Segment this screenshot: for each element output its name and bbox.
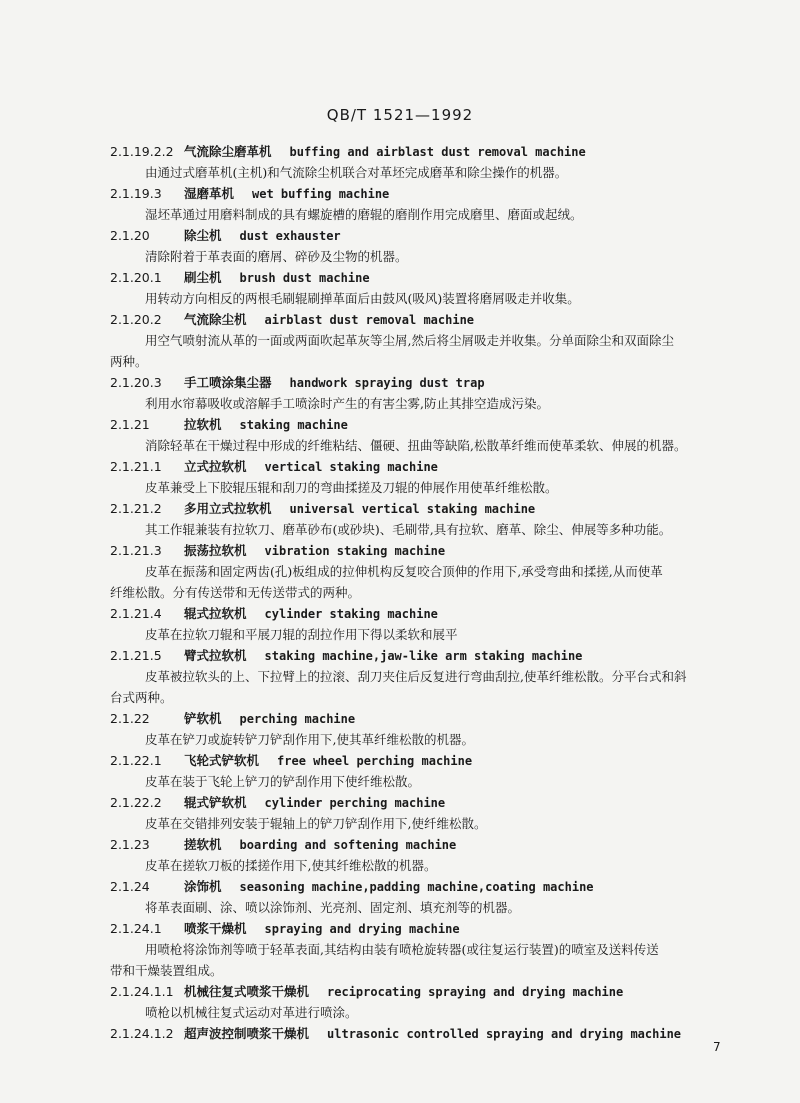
description-line: 清除附着于革表面的磨屑、碎砂及尘物的机器。 <box>145 249 408 264</box>
page-header: QB/T 1521—1992 <box>326 106 474 124</box>
description-line: 皮革在搓软刀板的揉搓作用下,使其纤维松散的机器。 <box>145 858 437 873</box>
term-english: spraying and drying machine <box>264 922 460 936</box>
term-entry <box>110 498 740 540</box>
term-english: cylinder staking machine <box>264 607 438 621</box>
term-chinese: 臂式拉软机 <box>184 648 247 663</box>
term-number: 2.1.21.5 <box>110 648 162 663</box>
term-title-line <box>110 183 740 204</box>
term-english: universal vertical staking machine <box>289 502 536 516</box>
term-english: perching machine <box>239 712 356 726</box>
description-line: 纤维松散。分有传送带和无传送带式的两种。 <box>110 585 361 600</box>
term-english: staking machine,jaw-like arm staking machine <box>264 649 583 663</box>
term-number: 2.1.24.1.2 <box>110 1026 174 1041</box>
term-description <box>110 729 740 750</box>
term-chinese: 机械往复式喷浆干燥机 <box>184 984 310 999</box>
term-description <box>110 855 740 876</box>
term-chinese: 手工喷涂集尘器 <box>184 375 272 390</box>
term-title-line <box>110 372 740 393</box>
term-entry <box>110 876 740 918</box>
description-line: 皮革在装于飞轮上铲刀的铲刮作用下使纤维松散。 <box>145 774 421 789</box>
term-entry <box>110 834 740 876</box>
term-chinese: 涂饰机 <box>184 879 222 894</box>
term-title-line <box>110 225 740 246</box>
term-title-line <box>110 708 740 729</box>
term-chinese: 拉软机 <box>184 417 222 432</box>
term-chinese: 辊式拉软机 <box>184 606 247 621</box>
term-number: 2.1.24.1.1 <box>110 984 174 999</box>
term-chinese: 超声波控制喷浆干燥机 <box>184 1026 310 1041</box>
term-chinese: 辊式铲软机 <box>184 795 247 810</box>
term-title-line <box>110 141 740 162</box>
term-number: 2.1.21 <box>110 417 150 432</box>
term-chinese: 除尘机 <box>184 228 222 243</box>
term-description <box>110 1002 740 1023</box>
term-title-line <box>110 876 740 897</box>
term-entry <box>110 414 740 456</box>
term-title-line <box>110 540 740 561</box>
term-description <box>110 813 740 834</box>
term-description <box>110 246 740 267</box>
term-english: dust exhauster <box>239 229 341 243</box>
term-description <box>110 204 740 225</box>
term-number: 2.1.22.1 <box>110 753 162 768</box>
description-line: 皮革在铲刀或旋转铲刀铲刮作用下,使其革纤维松散的机器。 <box>145 732 474 747</box>
term-number: 2.1.20.2 <box>110 312 162 327</box>
term-chinese: 搓软机 <box>184 837 222 852</box>
description-line: 消除轻革在干燥过程中形成的纤维粘结、僵硬、扭曲等缺陷,松散革纤维而使革柔软、伸展的机器。 <box>145 438 687 453</box>
term-entry <box>110 981 740 1023</box>
term-description <box>110 477 740 498</box>
term-description <box>110 519 740 540</box>
term-entry <box>110 225 740 267</box>
term-title-line <box>110 750 740 771</box>
term-description <box>110 393 740 414</box>
term-chinese: 刷尘机 <box>184 270 222 285</box>
term-english: staking machine <box>239 418 348 432</box>
term-title-line <box>110 456 740 477</box>
term-entry <box>110 267 740 309</box>
term-entry <box>110 603 740 645</box>
term-number: 2.1.21.2 <box>110 501 162 516</box>
term-description <box>110 330 740 372</box>
term-number: 2.1.20.3 <box>110 375 162 390</box>
term-number: 2.1.20.1 <box>110 270 162 285</box>
term-description <box>110 162 740 183</box>
term-title-line <box>110 834 740 855</box>
description-line: 皮革被拉软头的上、下拉臂上的拉滚、刮刀夹住后反复进行弯曲刮拉,使革纤维松散。分平台式和斜 <box>145 669 687 684</box>
page-number: 7 <box>713 1040 721 1054</box>
term-title-line <box>110 981 740 1002</box>
description-line: 台式两种。 <box>110 690 173 705</box>
term-title-line <box>110 309 740 330</box>
term-chinese: 气流除尘磨革机 <box>184 144 272 159</box>
term-description <box>110 561 740 603</box>
term-chinese: 立式拉软机 <box>184 459 247 474</box>
term-english: brush dust machine <box>239 271 370 285</box>
term-title-line <box>110 267 740 288</box>
term-chinese: 喷浆干燥机 <box>184 921 247 936</box>
term-entry <box>110 708 740 750</box>
term-number: 2.1.24.1 <box>110 921 162 936</box>
description-line: 喷枪以机械往复式运动对革进行喷涂。 <box>145 1005 358 1020</box>
term-english: free wheel perching machine <box>277 754 473 768</box>
description-line: 其工作辊兼装有拉软刀、磨革砂布(或砂块)、毛刷带,具有拉软、磨革、除尘、伸展等多种功能。 <box>145 522 672 537</box>
term-number: 2.1.21.1 <box>110 459 162 474</box>
term-description <box>110 435 740 456</box>
term-entry <box>110 309 740 372</box>
description-line: 用转动方向相反的两根毛刷辊刷掸革面后由鼓风(吸风)装置将磨屑吸走并收集。 <box>145 291 580 306</box>
description-line: 用空气喷射流从革的一面或两面吹起革灰等尘屑,然后将尘屑吸走并收集。分单面除尘和双面除尘 <box>145 333 674 348</box>
term-description <box>110 666 740 708</box>
term-title-line <box>110 645 740 666</box>
term-english: boarding and softening machine <box>239 838 457 852</box>
term-english: ultrasonic controlled spraying and drying machine <box>327 1027 682 1041</box>
term-entry <box>110 918 740 981</box>
term-description <box>110 771 740 792</box>
term-entry <box>110 1023 740 1044</box>
term-number: 2.1.22 <box>110 711 150 726</box>
term-english: buffing and airblast dust removal machine <box>289 145 586 159</box>
term-entry <box>110 141 740 183</box>
term-number: 2.1.19.2.2 <box>110 144 174 159</box>
term-entry <box>110 645 740 708</box>
term-description <box>110 897 740 918</box>
term-entry <box>110 183 740 225</box>
term-number: 2.1.21.4 <box>110 606 162 621</box>
description-line: 带和干燥装置组成。 <box>110 963 223 978</box>
term-english: handwork spraying dust trap <box>289 376 485 390</box>
term-title-line <box>110 498 740 519</box>
term-chinese: 湿磨革机 <box>184 186 235 201</box>
term-entry <box>110 540 740 603</box>
term-number: 2.1.20 <box>110 228 150 243</box>
description-line: 皮革在拉软刀辊和平展刀辊的刮拉作用下得以柔软和展平 <box>145 627 458 642</box>
term-title-line <box>110 792 740 813</box>
description-line: 由通过式磨革机(主机)和气流除尘机联合对革坯完成磨革和除尘操作的机器。 <box>145 165 568 180</box>
term-entry <box>110 792 740 834</box>
term-english: vertical staking machine <box>264 460 438 474</box>
description-line: 皮革在交错排列安装于辊轴上的铲刀铲刮作用下,使纤维松散。 <box>145 816 487 831</box>
term-title-line <box>110 918 740 939</box>
description-line: 两种。 <box>110 354 148 369</box>
term-chinese: 多用立式拉软机 <box>184 501 272 516</box>
description-line: 湿坯革通过用磨料制成的具有螺旋槽的磨辊的磨削作用完成磨里、磨面或起绒。 <box>145 207 583 222</box>
term-entry <box>110 456 740 498</box>
term-english: cylinder perching machine <box>264 796 446 810</box>
term-number: 2.1.23 <box>110 837 150 852</box>
term-entry <box>110 372 740 414</box>
description-line: 将革表面刷、涂、喷以涂饰剂、光亮剂、固定剂、填充剂等的机器。 <box>145 900 521 915</box>
term-chinese: 气流除尘机 <box>184 312 247 327</box>
description-line: 皮革兼受上下胶辊压辊和刮刀的弯曲揉搓及刀辊的伸展作用使革纤维松散。 <box>145 480 558 495</box>
description-line: 用喷枪将涂饰剂等喷于轻革表面,其结构由装有喷枪旋转器(或往复运行装置)的喷室及送料传送 <box>145 942 659 957</box>
term-english: vibration staking machine <box>264 544 446 558</box>
term-title-line <box>110 603 740 624</box>
description-line: 利用水帘幕吸收或溶解手工喷涂时产生的有害尘雾,防止其排空造成污染。 <box>145 396 549 411</box>
term-english: seasoning machine,padding machine,coating machine <box>239 880 594 894</box>
term-description <box>110 624 740 645</box>
term-chinese: 铲软机 <box>184 711 222 726</box>
term-entry <box>110 750 740 792</box>
term-number: 2.1.21.3 <box>110 543 162 558</box>
term-number: 2.1.22.2 <box>110 795 162 810</box>
term-description <box>110 939 740 981</box>
term-title-line <box>110 1023 740 1044</box>
term-number: 2.1.24 <box>110 879 150 894</box>
term-english: reciprocating spraying and drying machine <box>327 985 624 999</box>
term-english: airblast dust removal machine <box>264 313 475 327</box>
description-line: 皮革在振荡和固定两齿(孔)板组成的拉伸机构反复咬合顶伸的作用下,承受弯曲和揉搓,从而使革 <box>145 564 663 579</box>
document-body <box>110 141 740 1044</box>
term-chinese: 飞轮式铲软机 <box>184 753 260 768</box>
term-number: 2.1.19.3 <box>110 186 162 201</box>
term-description <box>110 288 740 309</box>
term-title-line <box>110 414 740 435</box>
term-chinese: 振荡拉软机 <box>184 543 247 558</box>
term-english: wet buffing machine <box>252 187 390 201</box>
